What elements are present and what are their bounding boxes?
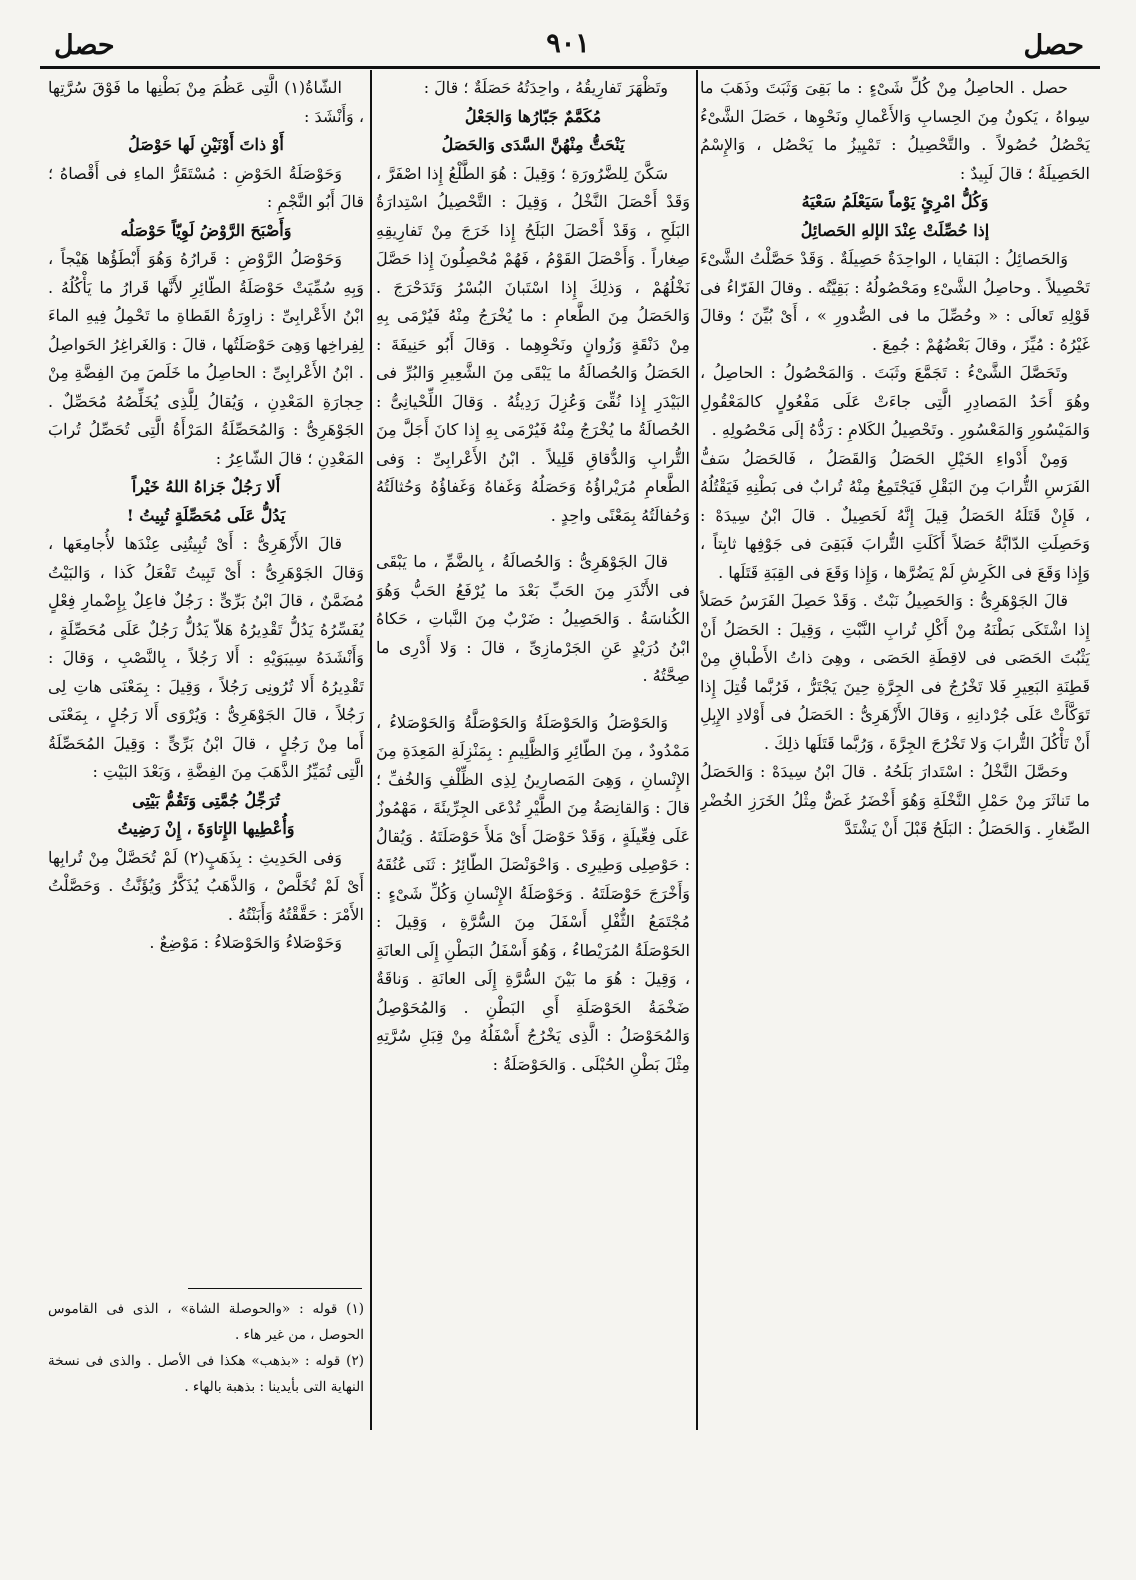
verse-line: يَنْحَتُّ مِنْهُنَّ السَّدَى وَالحَصَلُ bbox=[441, 135, 625, 154]
entry-paragraph: وَمِنْ أَدْواءِ الخَيْلِ الحَصَلُ وَالقَصَلُ ، فَالحَصَلُ سَفُّ الفَرَسِ التُّرابَ مِنَ البَقْلِ فَيَجْتَمِعُ مِنْهُ تُرابٌ فى بَطْنِهِ فَيَقْتُلُهُ ، فَإِنْ قَتَلَهُ الحَصَلُ قِيلَ إِنَّهُ لَحَصِيلٌ . قالَ ابْنُ سِيدَهْ : وَحَصِلَتِ الدّابَّةُ حَصَلاً أَكَلَتِ التُّرابَ فَبَقِىَ فى جَوْفِها ثابِتاً ، وَإِذا وَقَعَ فى الكَرِشِ لَمْ يَضُرَّها ، وَإِذا وَقَعَ فى القِبَةِ قَتَلَها . bbox=[700, 448, 1090, 582]
running-headword-left: حصل bbox=[54, 30, 115, 61]
entry-paragraph: وَفى الحَدِيثِ : بِذَهَبٍ(٢) لَمْ تُحَصَّلْ مِنْ تُرابِها أَىْ لَمْ تُخَلَّصْ ، وَالذَّهَبُ يُذَكَّرُ وَيُؤَنَّثُ . وَحَصَّلْتُ الأَمْرَ : حَقَّقْتُهُ وَأَبَنْتُهُ . bbox=[48, 847, 364, 924]
entry-paragraph: وَحَوْصَلاءُ وَالحَوْصَلاءُ : مَوْضِعٌ . bbox=[149, 933, 342, 952]
verse-line: يَدُلُّ عَلَى مُحَصِّلَةٍ تُبِيتُ ! bbox=[126, 505, 286, 525]
entry-paragraph: الشّاةُ(١) الَّتِى عَظُمَ مِنْ بَطْنِها ما فَوْقَ سُرَّتِها ، وَأَنْشَدَ : bbox=[48, 78, 364, 126]
verse-line: أَلا رَجُلٌ جَزاهُ اللهُ خَيْراً bbox=[131, 477, 281, 496]
entry-paragraph: وَالحَصائِلُ : البَقايا ، الواحِدَةُ حَصِيلَةٌ . وَقَدْ حَصَّلْتُ الشَّىْءَ تَحْصِيلاً . وحاصِلُ الشَّىْءِ ومَحْصُولُهُ : بَقِيَّتُه . وقالَ الفَرّاءُ فى قَوْلِهِ تَعالَى : « وحُصِّلَ ما فى الصُّدورِ » ، أَىْ بُيِّنَ ؛ وقالَ غَيْرُهُ : مُيِّزَ ، وقالَ بَعْضُهُمْ : جُمِعَ . bbox=[700, 249, 1090, 354]
footnotes bbox=[48, 1296, 364, 1400]
column-divider bbox=[696, 70, 698, 1430]
header-rule bbox=[40, 66, 1100, 69]
entry-paragraph: حصل . الحاصِلُ مِنْ كُلِّ شَىْءٍ : ما بَقِىَ وَثَبَتَ وذَهَبَ ما سِواهُ ، يَكونُ مِنَ الحِسابِ وَالأَعْمالِ ونَحْوِها ، حَصَلَ الشَّىْءُ يَحْصُلُ حُصُولاً . والتَّحْصِيلُ : تَمْيِيزُ ما يَحْصُل ، وَالإِسْمُ الحَصِيلَةُ ؛ قالَ لَبِيدٌ : bbox=[700, 78, 1090, 183]
entry-paragraph: وتَحَصَّلَ الشَّىْءُ : تَجَمَّعَ وثَبَتَ . وَالمَحْصُولُ : الحاصِلُ ، وهُوَ أَحَدُ المَصادِرِ الَّتِى جاءَتْ عَلَى مَفْعُولٍ كالمَعْقُولِ وَالمَيْسُورِ وَالمَعْسُورِ . وتَحْصِيلُ الكَلامِ : رَدُّهُ إلَى مَحْصُولِهِ . bbox=[700, 363, 1090, 439]
verse-line: إذا حُصِّلَتْ عِنْدَ الإلهِ الحَصائِلُ bbox=[800, 220, 990, 240]
verse-line: أَوْ ذاتَ أَوْنَيْنِ لَها حَوْصَلُ bbox=[128, 135, 284, 154]
entry-paragraph: قالَ الجَوْهَرِىُّ : وَالحُصالَةُ ، بِالضَّمِّ ، ما يَبْقَى فى الأَنْدَرِ مِنَ الحَبِّ بَعْدَ ما يُرْفَعُ الحَبُّ وَهُوَ الكُناسَةُ . وَالحَصِيلُ : ضَرْبٌ مِنَ النَّباتِ ، حَكاهُ ابْنُ دُرَيْدٍ عَنِ الجَرْمازِىِّ ، قالَ : وَلا أَدْرِى ما صِحَّتُهُ . bbox=[376, 552, 690, 685]
footnote: (١) قوله : «والحوصلة الشاة» ، الذى فى القاموس الحوصل ، من غير هاء . bbox=[48, 1301, 364, 1343]
page-number: ٩٠١ bbox=[546, 28, 590, 59]
footnote-rule bbox=[188, 1288, 362, 1289]
column-right bbox=[700, 74, 1090, 1434]
entry-paragraph: وَالحَوْصَلُ وَالحَوْصَلَةُ وَالحَوْصَلَّةُ وَالحَوْصَلاءُ ، مَمْدُودٌ ، مِنَ الطّائِرِ وَالظَّلِيمِ : بِمَنْزِلَةِ المَعِدَةِ مِنَ الإِنْسانِ ، وَهِىَ المَصارِينُ لِذِى الظِّلْفِ وَالخُفِّ ؛ قالَ : وَالقانِصَةُ مِنَ الطَّيْرِ تُدْعَى الجِرِّيئَةَ ، مَهْمُوزٌ عَلَى فِعِّيلَةٍ ، وَقَدْ حَوْصَلَ أَىْ مَلأَ حَوْصَلَتَهُ . وَيُقالُ : حَوْصِلِى وَطِيرِى . وَاحْوَنْصَلَ الطّائِرُ : ثَنَى عُنُقَهُ وَأَخْرَجَ حَوْصَلَتَهُ . وَحَوْصَلَةُ الإِنْسانِ وَكُلِّ شَىْءٍ : مُجْتَمَعُ الثُّفْلِ أَسْفَلَ مِنَ السُّرَّةِ ، وَقِيلَ : الحَوْصَلَةُ المُرَيْطاءُ ، وَهُوَ أَسْفَلُ البَطْنِ إِلَى العانَةِ ، وَقِيلَ : هُوَ ما بَيْنَ السُّرَّةِ إِلَى العانَةِ . وَناقَةٌ ضَخْمَةُ الحَوْصَلَةِ أَىِ البَطْنِ . وَالمُحَوْصِلُ وَالمُحَوْصَلُ : الَّذِى يَخْرُجُ أَسْفَلُهُ مِنْ قِبَلِ سُرَّتِهِ مِثْلَ بَطْنِ الحُبْلَى . وَالحَوْصَلَةُ : bbox=[376, 712, 690, 1074]
verse-line: مُكَمَّمٌ جَبّارُها وَالجَعْلُ bbox=[464, 106, 602, 126]
entry-paragraph: وحَصَّلَ النَّخْلُ : اسْتَدارَ بَلَحُهُ . قالَ ابْنُ سِيدَهْ : وَالحَصَلُ ما تَناثَرَ مِنْ حَمْلِ النَّخْلَةِ وَهُوَ أَخْضَرُ غَضٌّ مِثْلُ الخَرَزِ الخُضْرِ الصِّغارِ . وَالحَصَلُ : البَلَحُ قَبْلَ أَنْ يَشْتَدَّ bbox=[700, 762, 1090, 838]
entry-paragraph: سَكَّنَ لِلضَّرُورَةِ ؛ وَقِيلَ : هُوَ الطَّلْعُ إِذا اصْفَرَّ ، وَقَدْ أَحْصَلَ النَّخْلُ ، وَقِيلَ : التَّحْصِيلُ اسْتِدارَةُ البَلَحِ ، وَقَدْ أَحْصَلَ البَلَحُ إِذا خَرَجَ مِنْ تَفارِيقِهِ صِغاراً . وَأَحْصَلَ القَوْمُ ، فَهُمْ مُحْصِلُونَ إِذا حَصَّلَ نَخْلُهُمْ ، وَذلِكَ إِذا اسْتَبانَ البُسْرُ وَتَدَحْرَجَ . وَالحَصَلُ مِنَ الطَّعامِ : ما يُخْرَجُ مِنْهُ فَيُرْمَى بِهِ مِنْ دَنْقَةٍ وَزُوانٍ ونَحْوِهِما . وَقالَ أَبُو حَنِيفَةَ : الحَصَلُ وَالحُصالَةُ ما يَبْقَى مِنَ الشَّعِيرِ وَالبُرِّ فى البَيْدَرِ إِذا نُقِّىَ وَعُزِلَ رَدِيئُهُ . وَقالَ اللِّحْيانِىُّ : الحُصالَةُ ما يُخْرَجُ مِنْهُ فَيُرْمَى بِهِ إِذا كانَ أَجَلَّ مِنَ التُّرابِ وَالدُّقاقِ قَلِيلاً . ابْنُ الأَعْرابِىِّ : وَفى الطَّعامِ مُرَيْراؤُهُ وَحَصَلُهُ وَغَفاهُ وَغَفاؤُهُ وَحُثالَتُهُ وَحُفالَتُهُ بِمَعْنًى واحِدٍ . bbox=[376, 163, 690, 525]
footnote: (٢) قوله : «بذهب» هكذا فى الأصل . والذى فى نسخة النهاية التى بأيدينا : بذهبة بالهاء . bbox=[48, 1353, 364, 1395]
entry-paragraph: قالَ الجَوْهَرِىُّ : وَالحَصِيلُ نَبْتٌ . وَقَدْ حَصِلَ الفَرَسُ حَصَلاً إِذا اشْتَكَى بَطْنَهُ مِنْ أَكْلِ تُرابِ النَّبْتِ ، وَقِيلَ : الحَصَلُ أَنْ يَثْبُتَ الحَصَى فى لاقِطَةِ الحَصَى ، وهِىَ ذاتُ الأَطْباقِ مِنْ قَطِنَةِ البَعِيرِ فَلا تَخْرُجُ فى الجِرَّةِ حِينَ يَجْتَرُّ ، فَرُبَّما قُتِلَ إِذا تَوَكَّأَتْ عَلَى جُرْدانِهِ ، وَقالَ الأَزْهَرِىُّ : الحَصَلُ فى أَوْلادِ الإِبِلِ أَنْ تَأْكُلَ التُّرابَ وَلا تَخْرُجَ الجِرَّةَ ، وَرُبَّما قَتَلَها ذلِكَ . bbox=[700, 591, 1090, 753]
entry-paragraph: وتَظْهَرَ تَفارِيقُهُ ، واحِدَتُهُ حَصَلَةٌ ؛ قالَ : bbox=[423, 78, 668, 97]
entry-paragraph: وَحَوْصَلُ الرَّوْضِ : قَرارُهُ وَهُوَ أَبْطَؤُها هَيْجاً ، وَبِهِ سُمِّيَتْ حَوْصَلَةُ الطّائِرِ لأَنَّها قَرارُ ما يَأْكُلُهُ . ابْنُ الأَعْرابِىِّ : زاوِرَةُ القَطاةِ ما تَحْمِلُ فِيهِ الماءَ لِفِراخِها وَهِىَ حَوْصَلَتُها ، قالَ : وَالغَراغِرُ الحَواصِلُ . ابْنُ الأَعْرابِىِّ : الحاصِلُ ما خَلَصَ مِنَ الفِضَّةِ مِنْ حِجارَةِ المَعْدِنِ ، وَيُقالُ لِلَّذِى يُخَلِّصُهُ مُحَصِّلٌ . الجَوْهَرِىُّ : وَالمُحَصِّلَةُ المَرْأَةُ الَّتِى تُحَصِّلُ تُرابَ المَعْدِنِ ؛ قالَ الشّاعِرُ : bbox=[48, 249, 364, 468]
verse-line: وَأَصْبَحَ الرَّوْضُ لَوِيّاً حَوْصَلُه bbox=[120, 220, 292, 240]
verse-line: تُرَجِّلُ جُمَّتِى وَتَقُمُّ بَيْتِى bbox=[132, 790, 280, 810]
verse-line: وَأُعْطِيها الإِتاوَةَ ، إِنْ رَضِيتُ bbox=[117, 819, 295, 838]
column-middle bbox=[376, 74, 690, 1434]
running-headword-right: حصل bbox=[1023, 30, 1084, 61]
verse-line: وَكُلُّ امْرِئٍ يَوْماً سَيَعْلَمُ سَعْيَهُ bbox=[801, 192, 989, 211]
entry-paragraph: وَحَوْصَلَةُ الحَوْضِ : مُسْتَقَرُّ الماءِ فى أَقْصاهُ ؛ قالَ أَبُو النَّجْمِ : bbox=[48, 163, 364, 211]
entry-paragraph: قالَ الأَزْهَرِىُّ : أَىْ تُبِيتُنِى عِنْدَها لأُجامِعَها ، وَقالَ الجَوْهَرِىُّ : أَىْ تَبِيتُ تَفْعَلُ كَذا ، وَالبَيْتُ مُضَمَّنٌ ، قالَ ابْنُ بَرِّىٍّ : رَجُلٌ فاعِلٌ بِإِضْمارِ فِعْلٍ يُفَسِّرُهُ يَدُلُّ تَقْدِيرُهُ هَلاّ يَدُلُّ رَجُلٌ عَلَى مُحَصِّلَةٍ ، وَأَنْشَدَهُ سِيبَوَيْهِ : أَلا رَجُلاً ، بِالنَّصْبِ ، وَقالَ : تَقْدِيرُهُ أَلا تُرُونِى رَجُلاً ، وَقِيلَ : بِمَعْنَى هاتِ لِى رَجُلاً ، قالَ الجَوْهَرِىُّ : وَيُرْوَى أَلا رَجُلٍ ، بِمَعْنَى أَما مِنْ رَجُلٍ ، قالَ ابْنُ بَرِّىٍّ : وَقِيلَ المُحَصِّلَةُ الَّتِى تُمَيِّزُ الذَّهَبَ مِنَ الفِضَّةِ ، وَبَعْدَ البَيْتِ : bbox=[48, 534, 364, 781]
column-left bbox=[48, 74, 364, 1214]
column-divider bbox=[370, 70, 372, 1430]
page-header bbox=[40, 26, 1096, 66]
